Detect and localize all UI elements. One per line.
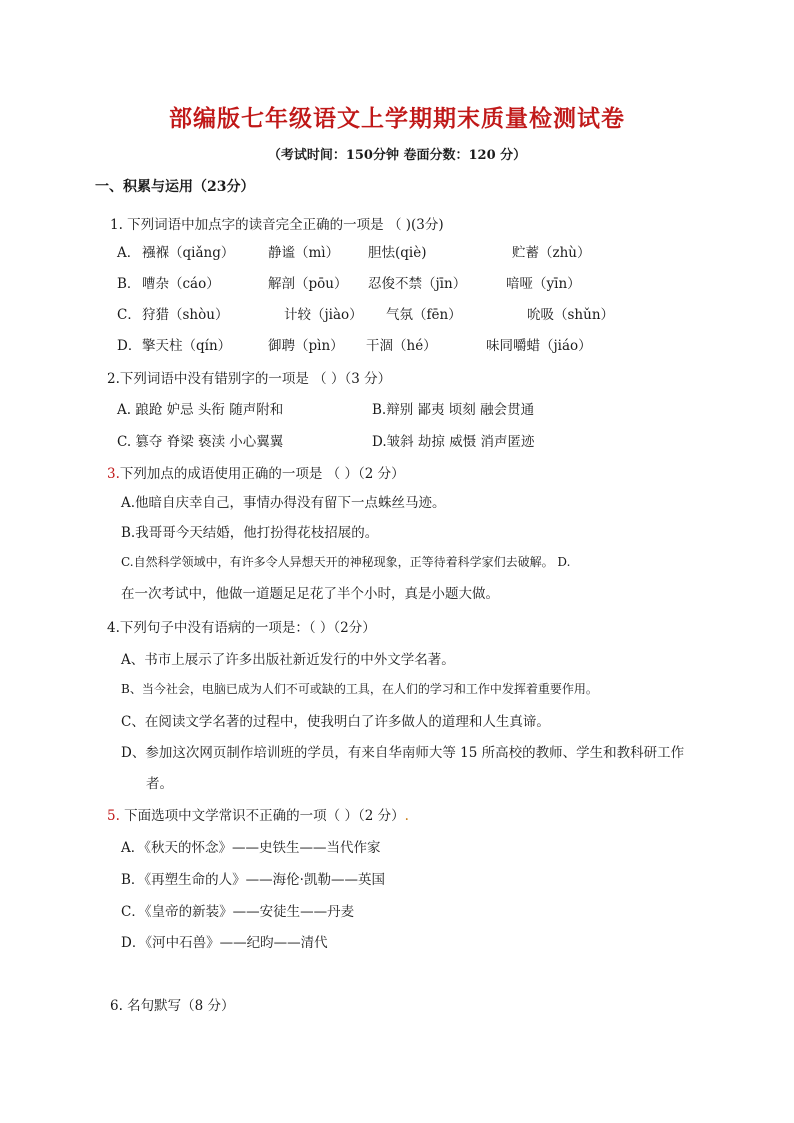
- question-6-stem: 6. 名句默写（8 分）: [110, 998, 235, 1014]
- q1-option-a-label: A．: [117, 245, 141, 261]
- q3-option-b: B.我哥哥今天结婚，他打扮得花枝招展的。: [121, 525, 379, 541]
- question-5: [107, 804, 409, 824]
- q2-option-d: D.皱斜 劫掠 威慑 消声匿迹: [372, 434, 535, 450]
- q1-option-a-item: 静谧（mì）: [268, 245, 340, 261]
- question-3-number: 3.: [107, 466, 120, 482]
- question-5-mark: .: [404, 808, 409, 824]
- q1-option-c-item: 狩猎（shòu）: [142, 307, 229, 323]
- question-3-stem: 下列加点的成语使用正确的一项是 （ ）（2 分）: [119, 466, 405, 482]
- q5-option-a: A．《秋天的怀念》——史铁生——当代作家: [121, 840, 381, 856]
- q3-option-d: 在一次考试中，他做一道题足足花了半个小时，真是小题大做。: [121, 586, 499, 602]
- q2-option-c: C. 篡夺 脊梁 亵渎 小心翼翼: [117, 434, 284, 450]
- section-heading: 一、积累与运用（23分）: [95, 179, 255, 195]
- q5-option-b: B．《再塑生命的人》——海伦·凯勒——英国: [121, 872, 385, 888]
- exam-info: （考试时间：150分钟 卷面分数：120 分）: [267, 148, 527, 163]
- q1-option-d-item: 擎天柱（qín）: [142, 338, 232, 354]
- q3-option-c: C.自然科学领域中，有许多令人异想天开的神秘现象，正等待着科学家们去破解。 D.: [121, 555, 571, 569]
- q1-option-d-item: 干涸（hé）: [366, 338, 437, 354]
- q1-option-c-item: 吮吸（shǔn）: [527, 307, 615, 323]
- q5-option-d: D．《河中石兽》——纪昀——清代: [121, 935, 328, 951]
- q5-option-c: C．《皇帝的新装》——安徒生——丹麦: [121, 904, 355, 920]
- q1-option-b-label: B．: [117, 276, 141, 292]
- q1-option-b-item: 解剖（pōu）: [268, 276, 348, 292]
- question-1-stem: 1. 下列词语中加点字的读音完全正确的一项是 （ )(3分): [110, 217, 444, 233]
- q1-option-b-item: 喑哑（yīn）: [506, 276, 581, 292]
- question-3: [107, 462, 405, 482]
- q1-option-c-label: C．: [117, 307, 141, 323]
- q4-option-c: C、在阅读文学名著的过程中，使我明白了许多做人的道理和人生真谛。: [121, 714, 550, 730]
- q1-option-a-item: 襁褓（qiǎng）: [142, 245, 235, 261]
- question-5-number: 5.: [107, 808, 120, 824]
- question-2-stem: 2.下列词语中没有错别字的一项是 （ ）（3 分）: [107, 371, 392, 387]
- q1-option-d-label: D．: [117, 338, 142, 354]
- q1-option-c-item: 计较（jiào）: [284, 307, 363, 323]
- q4-option-d: D、参加这次网页制作培训班的学员，有来自华南师大等 15 所高校的教师、学生和教科研工作: [121, 745, 685, 761]
- q2-option-b: B.辩别 鄙夷 顷刻 融会贯通: [372, 402, 535, 418]
- page-title: 部编版七年级语文上学期期末质量检测试卷: [169, 105, 625, 132]
- q1-option-c-item: 气氛（fēn）: [386, 307, 462, 323]
- q4-option-d-continued: 者。: [146, 776, 173, 792]
- q3-option-a: A.他暗自庆幸自己，事情办得没有留下一点蛛丝马迹。: [121, 495, 446, 511]
- q1-option-d-item: 味同嚼蜡（jiáo）: [486, 338, 592, 354]
- q1-option-a-item: 贮蓄（zhù）: [512, 245, 591, 261]
- q4-option-a: A、书市上展示了许多出版社新近发行的中外文学名著。: [121, 652, 455, 668]
- q1-option-b-item: 嘈杂（cáo）: [142, 276, 220, 292]
- q4-option-b: B、当今社会，电脑已成为人们不可或缺的工具，在人们的学习和工作中发挥着重要作用。: [121, 682, 598, 696]
- q2-option-a: A. 踉跄 妒忌 头衔 随声附和: [117, 402, 284, 418]
- question-4-stem: 4.下列句子中没有语病的一项是：（ ）（2分）: [107, 620, 376, 636]
- q1-option-d-item: 御聘（pìn）: [268, 338, 344, 354]
- q1-option-a-item: 胆怯(qiè): [368, 245, 427, 261]
- question-5-stem: 下面选项中文学常识不正确的一项（ ）（2 分）: [119, 808, 405, 824]
- q1-option-b-item: 忍俊不禁（jīn）: [368, 276, 467, 292]
